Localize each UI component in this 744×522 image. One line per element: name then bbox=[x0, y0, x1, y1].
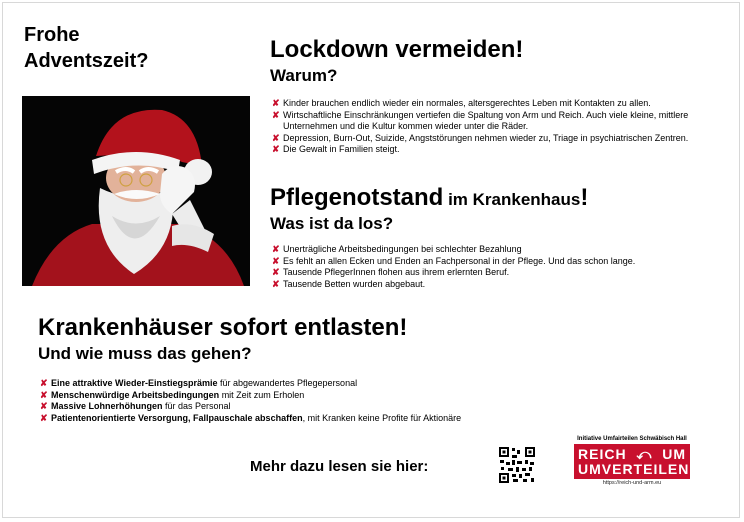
logo-org-name: Initiative Umfairteilen Schwäbisch Hall bbox=[577, 436, 687, 442]
x-mark-icon: ✘ bbox=[272, 255, 280, 266]
list-item: ✘ Es fehlt an allen Ecken und Enden an Fachpersonal in der Pflege. Und das schon lange. bbox=[272, 255, 636, 266]
section-lockdown bbox=[270, 36, 732, 156]
logo-word-um: UM bbox=[662, 446, 686, 462]
pflege-bullet-list bbox=[270, 244, 732, 290]
greeting-line-1: Frohe bbox=[24, 24, 80, 46]
logo-row-2 bbox=[578, 461, 690, 477]
list-item: ✘ Depression, Burn-Out, Suizide, Angststörungen nehmen wieder zu, Triage in psychiatrischen Zentren. bbox=[272, 132, 689, 143]
x-mark-icon: ✘ bbox=[272, 98, 280, 108]
list-item: ✘ Tausende Betten wurden abgebaut. bbox=[272, 278, 426, 289]
pflege-title-end: ! bbox=[580, 184, 589, 211]
list-item: ✘ Patientenorientierte Versorgung, Fallpauschale abschaffen, mit Kranken keine Profite für Aktionäre bbox=[40, 412, 462, 423]
qr-code-icon[interactable] bbox=[498, 446, 536, 484]
x-mark-icon: ✘ bbox=[272, 144, 280, 154]
logo-url[interactable]: https://reich-und-arm.eu bbox=[602, 480, 662, 486]
pflege-title-main: Pflegenotstand bbox=[270, 184, 444, 211]
reich-umverteilen-logo[interactable] bbox=[574, 436, 690, 486]
logo-word-umverteilen: UMVERTEILEN bbox=[578, 461, 690, 477]
entlasten-title: Krankenhäuser sofort entlasten! bbox=[38, 314, 408, 341]
pflege-title-rest: im Krankenhaus bbox=[443, 190, 581, 209]
santa-illustration bbox=[22, 96, 250, 286]
list-item: ✘ Wirtschaftliche Einschränkungen vertiefen die Spaltung von Arm und Reich. Auch viele kleine, mittlere Unternehmen und die Kultur kommen wieder unter die Räder. bbox=[272, 109, 689, 131]
x-mark-icon: ✘ bbox=[272, 109, 280, 120]
list-item: ✘ Kinder brauchen endlich wieder ein normales, altersgerechtes Leben mit Kontakten zu allen. bbox=[272, 98, 651, 108]
x-mark-icon: ✘ bbox=[272, 132, 280, 143]
pflege-subtitle: Was ist da los? bbox=[270, 214, 394, 233]
x-mark-icon: ✘ bbox=[40, 401, 48, 411]
qr-code-graphic bbox=[498, 446, 536, 484]
list-item: ✘ Massive Lohnerhöhungen für das Personal bbox=[40, 401, 231, 411]
list-item: ✘ Eine attraktive Wieder-Einstiegsprämie für abgewandertes Pflegepersonal bbox=[40, 378, 358, 388]
lockdown-subtitle: Warum? bbox=[270, 66, 338, 85]
x-mark-icon: ✘ bbox=[272, 267, 280, 277]
lockdown-title: Lockdown vermeiden! bbox=[270, 36, 524, 63]
pflege-title bbox=[270, 184, 732, 212]
santa-photo bbox=[22, 96, 250, 286]
x-mark-icon: ✘ bbox=[272, 278, 280, 289]
read-more-text: Mehr dazu lesen sie hier: bbox=[250, 458, 429, 475]
list-item: ✘ Tausende PflegerInnen flohen aus ihrem erlernten Beruf. bbox=[272, 267, 510, 277]
entlasten-bullet-list bbox=[38, 378, 598, 424]
logo-arrow-icon: ⤺ bbox=[636, 446, 653, 462]
x-mark-icon: ✘ bbox=[40, 378, 48, 388]
x-mark-icon: ✘ bbox=[40, 412, 48, 423]
greeting bbox=[24, 22, 148, 74]
list-item: ✘ Unerträgliche Arbeitsbedingungen bei schlechter Bezahlung bbox=[272, 244, 522, 254]
section-pflegenotstand bbox=[270, 184, 732, 290]
logo-box bbox=[574, 444, 690, 479]
list-item: ✘ Menschenwürdige Arbeitsbedingungen mit Zeit zum Erholen bbox=[40, 389, 305, 400]
logo-word-reich: REICH bbox=[578, 446, 627, 462]
x-mark-icon: ✘ bbox=[272, 244, 280, 254]
list-item: ✘ Die Gewalt in Familien steigt. bbox=[272, 144, 400, 154]
x-mark-icon: ✘ bbox=[40, 389, 48, 400]
greeting-line-2: Adventszeit? bbox=[24, 50, 149, 72]
entlasten-subtitle: Und wie muss das gehen? bbox=[38, 344, 252, 363]
logo-row-1 bbox=[578, 447, 686, 462]
section-entlasten bbox=[38, 314, 598, 424]
lockdown-bullet-list bbox=[270, 98, 732, 156]
